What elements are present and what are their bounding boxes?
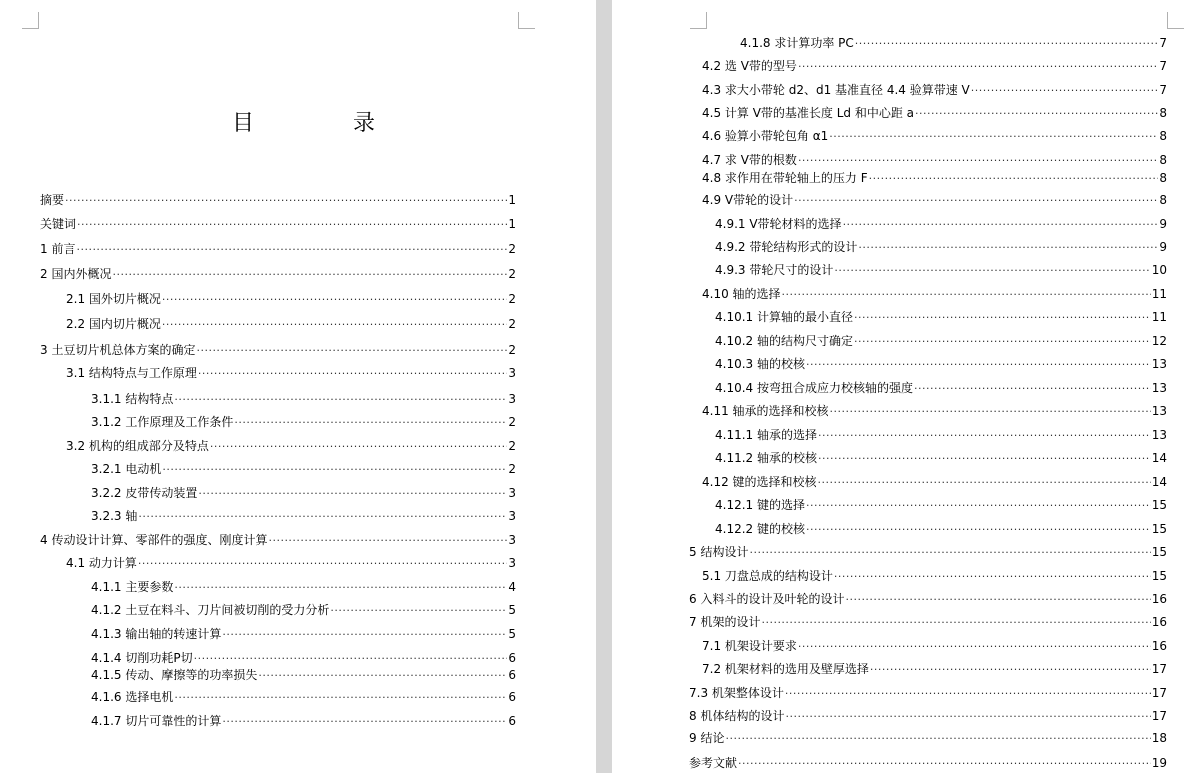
toc-entry-title: 4.10 轴的选择 bbox=[702, 287, 781, 301]
toc-entry-page-number: 3 bbox=[508, 392, 516, 406]
toc-entry-title: 4.10.4 按弯扭合成应力校核轴的强度 bbox=[715, 381, 913, 395]
toc-leader-dots bbox=[854, 334, 1151, 349]
toc-entry-page-number: 13 bbox=[1151, 381, 1167, 395]
toc-entry-title: 2.1 国外切片概况 bbox=[66, 292, 161, 306]
toc-entry-title: 5 结构设计 bbox=[689, 545, 749, 559]
toc-leader-dots bbox=[174, 392, 507, 407]
toc-entry-title: 9 结论 bbox=[689, 731, 725, 745]
toc-entry-page-number: 17 bbox=[1151, 709, 1167, 723]
toc-entry-title: 8 机体结构的设计 bbox=[689, 709, 785, 723]
toc-entry-page-number: 6 bbox=[508, 651, 516, 665]
toc-entry bbox=[689, 709, 1167, 723]
toc-entry bbox=[91, 462, 516, 476]
toc-entry-title: 4.9.1 V带轮材料的选择 bbox=[715, 217, 842, 231]
toc-entry bbox=[689, 756, 1167, 770]
toc-entry-title: 3.2.3 轴 bbox=[91, 509, 138, 523]
toc-entry-page-number: 1 bbox=[508, 193, 516, 207]
toc-entry-page-number: 18 bbox=[1151, 731, 1167, 745]
toc-leader-dots bbox=[914, 381, 1151, 396]
toc-entry-page-number: 8 bbox=[1159, 193, 1167, 207]
toc-entry-page-number: 17 bbox=[1151, 686, 1167, 700]
toc-entry-title: 摘要 bbox=[40, 193, 65, 207]
toc-entry-page-number: 8 bbox=[1159, 171, 1167, 185]
toc-leader-dots bbox=[761, 615, 1150, 630]
toc-entry bbox=[702, 404, 1167, 418]
toc-leader-dots bbox=[162, 317, 507, 332]
toc-leader-dots bbox=[854, 310, 1151, 325]
toc-entry-title: 6 入料斗的设计及叶轮的设计 bbox=[689, 592, 845, 606]
document-page-right bbox=[612, 0, 1189, 773]
toc-entry bbox=[715, 498, 1167, 512]
toc-entry-page-number: 15 bbox=[1151, 569, 1167, 583]
toc-leader-dots bbox=[222, 627, 507, 642]
toc-leader-dots bbox=[818, 475, 1151, 490]
toc-leader-dots bbox=[785, 686, 1151, 701]
toc-entry bbox=[91, 486, 516, 500]
toc-entry-title: 3.1.2 工作原理及工作条件 bbox=[91, 415, 234, 429]
toc-entry bbox=[689, 545, 1167, 559]
toc-entry-page-number: 14 bbox=[1151, 451, 1167, 465]
toc-entry-title: 4.1.1 主要参数 bbox=[91, 580, 174, 594]
toc-entry-title: 4.11 轴承的选择和校核 bbox=[702, 404, 829, 418]
toc-entry-title: 4.1.4 切削功耗P切 bbox=[91, 651, 193, 665]
toc-entry bbox=[715, 451, 1167, 465]
toc-entry-page-number: 5 bbox=[508, 627, 516, 641]
toc-leader-dots bbox=[222, 714, 507, 729]
toc-leader-dots bbox=[749, 545, 1150, 560]
toc-entry-page-number: 6 bbox=[508, 668, 516, 682]
toc-leader-dots bbox=[210, 439, 507, 454]
toc-entry-page-number: 3 bbox=[508, 533, 516, 547]
toc-entry-page-number: 8 bbox=[1159, 106, 1167, 120]
toc-leader-dots bbox=[268, 533, 507, 548]
toc-entry-title: 4.1.7 切片可靠性的计算 bbox=[91, 714, 222, 728]
toc-leader-dots bbox=[818, 428, 1151, 443]
toc-entry-page-number: 3 bbox=[508, 486, 516, 500]
toc-entry-title: 参考文献 bbox=[689, 756, 738, 770]
toc-entry bbox=[91, 714, 516, 728]
toc-leader-dots bbox=[806, 522, 1151, 537]
toc-entry-title: 4.1 动力计算 bbox=[66, 556, 137, 570]
toc-entry bbox=[91, 668, 516, 682]
toc-entry bbox=[40, 533, 516, 547]
toc-leader-dots bbox=[798, 639, 1151, 654]
toc-entry-page-number: 11 bbox=[1151, 287, 1167, 301]
toc-entry-title: 3.2.1 电动机 bbox=[91, 462, 162, 476]
toc-entry-page-number: 6 bbox=[508, 714, 516, 728]
toc-entry-page-number: 3 bbox=[508, 556, 516, 570]
toc-entry-page-number: 9 bbox=[1159, 240, 1167, 254]
page-gap bbox=[596, 0, 612, 773]
toc-leader-dots bbox=[138, 556, 507, 571]
toc-entry bbox=[40, 343, 516, 357]
toc-entry-page-number: 6 bbox=[508, 690, 516, 704]
toc-entry bbox=[715, 263, 1167, 277]
toc-entry-page-number: 13 bbox=[1151, 404, 1167, 418]
toc-entry-title: 4.1.6 选择电机 bbox=[91, 690, 174, 704]
toc-entry-title: 4.1.2 土豆在料斗、刀片间被切削的受力分析 bbox=[91, 603, 330, 617]
toc-entry-title: 4.11.1 轴承的选择 bbox=[715, 428, 817, 442]
toc-leader-dots bbox=[725, 731, 1150, 746]
toc-entry-page-number: 7 bbox=[1159, 83, 1167, 97]
toc-entry-title: 4.3 求大小带轮 d2、d1 基准直径 4.4 验算带速 V bbox=[702, 83, 970, 97]
toc-entry-page-number: 2 bbox=[508, 415, 516, 429]
toc-leader-dots bbox=[843, 217, 1159, 232]
toc-leader-dots bbox=[806, 498, 1151, 513]
toc-entry-title: 4.8 求作用在带轮轴上的压力 F bbox=[702, 171, 868, 185]
toc-entry-page-number: 17 bbox=[1151, 662, 1167, 676]
toc-entry bbox=[715, 381, 1167, 395]
toc-entry bbox=[91, 580, 516, 594]
toc-entry-title: 4.10.3 轴的校核 bbox=[715, 357, 805, 371]
toc-entry-page-number: 1 bbox=[508, 217, 516, 231]
toc-entry bbox=[66, 292, 516, 306]
toc-leader-dots bbox=[174, 690, 507, 705]
toc-entry bbox=[40, 242, 516, 256]
toc-entry bbox=[91, 392, 516, 406]
toc-entry-page-number: 4 bbox=[508, 580, 516, 594]
toc-entry bbox=[740, 36, 1167, 50]
toc-entry-title: 4.12.1 键的选择 bbox=[715, 498, 805, 512]
toc-entry bbox=[66, 439, 516, 453]
toc-entry-title: 4 传动设计计算、零部件的强度、刚度计算 bbox=[40, 533, 268, 547]
toc-title: 目 录 bbox=[232, 111, 421, 136]
toc-leader-dots bbox=[834, 569, 1151, 584]
toc-entry-page-number: 7 bbox=[1159, 59, 1167, 73]
toc-entry bbox=[702, 639, 1167, 653]
toc-entry bbox=[702, 153, 1167, 167]
toc-leader-dots bbox=[196, 343, 507, 358]
toc-entry-title: 3.1.1 结构特点 bbox=[91, 392, 174, 406]
toc-leader-dots bbox=[855, 36, 1159, 51]
toc-entry-page-number: 11 bbox=[1151, 310, 1167, 324]
toc-entry-title: 4.1.3 输出轴的转速计算 bbox=[91, 627, 222, 641]
toc-entry bbox=[715, 428, 1167, 442]
toc-leader-dots bbox=[858, 240, 1158, 255]
toc-leader-dots bbox=[258, 668, 507, 683]
toc-entry-title: 4.9.3 带轮尺寸的设计 bbox=[715, 263, 834, 277]
toc-entry-title: 关键词 bbox=[40, 217, 77, 231]
toc-entry-title: 3 土豆切片机总体方案的确定 bbox=[40, 343, 196, 357]
toc-entry bbox=[702, 129, 1167, 143]
toc-entry-title: 4.10.1 计算轴的最小直径 bbox=[715, 310, 853, 324]
toc-entry-page-number: 15 bbox=[1151, 545, 1167, 559]
toc-leader-dots bbox=[785, 709, 1150, 724]
toc-entry-title: 4.5 计算 V带的基准长度 Ld 和中心距 a bbox=[702, 106, 915, 120]
toc-entry-page-number: 2 bbox=[508, 317, 516, 331]
toc-entry bbox=[40, 267, 516, 281]
toc-leader-dots bbox=[76, 242, 507, 257]
toc-entry-page-number: 19 bbox=[1151, 756, 1167, 770]
toc-leader-dots bbox=[798, 153, 1158, 168]
toc-entry-page-number: 10 bbox=[1151, 263, 1167, 277]
toc-leader-dots bbox=[198, 366, 507, 381]
toc-entry-page-number: 16 bbox=[1151, 639, 1167, 653]
toc-entry-title: 4.1.5 传动、摩擦等的功率损失 bbox=[91, 668, 258, 682]
toc-entry-title: 4.2 选 V带的型号 bbox=[702, 59, 797, 73]
toc-entry bbox=[715, 217, 1167, 231]
toc-entry-page-number: 16 bbox=[1151, 592, 1167, 606]
toc-leader-dots bbox=[870, 662, 1151, 677]
toc-leader-dots bbox=[971, 83, 1159, 98]
toc-entry-page-number: 3 bbox=[508, 366, 516, 380]
toc-entry bbox=[66, 366, 516, 380]
toc-entry-title: 5.1 刀盘总成的结构设计 bbox=[702, 569, 833, 583]
toc-entry bbox=[91, 627, 516, 641]
toc-leader-dots bbox=[174, 580, 507, 595]
toc-entry-page-number: 14 bbox=[1151, 475, 1167, 489]
toc-leader-dots bbox=[77, 217, 507, 232]
toc-entry bbox=[689, 686, 1167, 700]
toc-entry-title: 4.12.2 键的校核 bbox=[715, 522, 805, 536]
toc-leader-dots bbox=[330, 603, 507, 618]
toc-leader-dots bbox=[782, 287, 1151, 302]
toc-entry-page-number: 13 bbox=[1151, 428, 1167, 442]
toc-leader-dots bbox=[845, 592, 1150, 607]
toc-entry bbox=[91, 603, 516, 617]
toc-leader-dots bbox=[65, 193, 507, 208]
toc-leader-dots bbox=[818, 451, 1151, 466]
toc-entry bbox=[689, 615, 1167, 629]
toc-entry-title: 4.12 键的选择和校核 bbox=[702, 475, 817, 489]
toc-entry bbox=[40, 217, 516, 231]
toc-entry-page-number: 16 bbox=[1151, 615, 1167, 629]
toc-entry-title: 7 机架的设计 bbox=[689, 615, 761, 629]
toc-entry-page-number: 12 bbox=[1151, 334, 1167, 348]
toc-leader-dots bbox=[915, 106, 1158, 121]
toc-leader-dots bbox=[112, 267, 507, 282]
toc-leader-dots bbox=[162, 462, 507, 477]
toc-entry-title: 7.1 机架设计要求 bbox=[702, 639, 797, 653]
toc-entry-title: 4.9 V带轮的设计 bbox=[702, 193, 794, 207]
toc-entry-title: 4.1.8 求计算功率 PC bbox=[740, 36, 854, 50]
toc-leader-dots bbox=[198, 486, 507, 501]
toc-entry-title: 4.10.2 轴的结构尺寸确定 bbox=[715, 334, 853, 348]
toc-entry bbox=[702, 171, 1167, 185]
toc-entry-page-number: 2 bbox=[508, 439, 516, 453]
toc-entry bbox=[702, 83, 1167, 97]
toc-entry-title: 7.2 机架材料的选用及壁厚选择 bbox=[702, 662, 869, 676]
toc-entry-title: 4.9.2 带轮结构形式的设计 bbox=[715, 240, 858, 254]
page-corner-mark bbox=[22, 12, 39, 29]
toc-entry-title: 1 前言 bbox=[40, 242, 76, 256]
toc-entry-title: 4.11.2 轴承的校核 bbox=[715, 451, 817, 465]
toc-entry bbox=[91, 509, 516, 523]
toc-entry bbox=[66, 556, 516, 570]
toc-entry-page-number: 8 bbox=[1159, 153, 1167, 167]
toc-entry bbox=[66, 317, 516, 331]
toc-entry bbox=[715, 334, 1167, 348]
toc-leader-dots bbox=[829, 129, 1158, 144]
page-corner-mark bbox=[518, 12, 535, 29]
toc-entry-page-number: 2 bbox=[508, 292, 516, 306]
toc-entry bbox=[702, 475, 1167, 489]
toc-entry-title: 2.2 国内切片概况 bbox=[66, 317, 161, 331]
toc-entry-title: 4.6 验算小带轮包角 α1 bbox=[702, 129, 829, 143]
toc-entry bbox=[702, 569, 1167, 583]
toc-leader-dots bbox=[794, 193, 1158, 208]
toc-entry-page-number: 2 bbox=[508, 267, 516, 281]
toc-leader-dots bbox=[834, 263, 1150, 278]
toc-entry bbox=[689, 731, 1167, 745]
toc-leader-dots bbox=[869, 171, 1159, 186]
toc-entry-title: 4.7 求 V带的根数 bbox=[702, 153, 797, 167]
toc-entry-page-number: 5 bbox=[508, 603, 516, 617]
page-corner-mark bbox=[1167, 12, 1184, 29]
toc-entry-page-number: 2 bbox=[508, 242, 516, 256]
toc-entry bbox=[689, 592, 1167, 606]
toc-entry-title: 7.3 机架整体设计 bbox=[689, 686, 784, 700]
toc-entry-page-number: 2 bbox=[508, 462, 516, 476]
toc-leader-dots bbox=[738, 756, 1151, 771]
toc-leader-dots bbox=[830, 404, 1151, 419]
toc-leader-dots bbox=[194, 651, 508, 666]
toc-leader-dots bbox=[798, 59, 1158, 74]
toc-entry bbox=[715, 522, 1167, 536]
toc-entry bbox=[702, 59, 1167, 73]
toc-leader-dots bbox=[234, 415, 507, 430]
toc-entry-page-number: 2 bbox=[508, 343, 516, 357]
toc-entry bbox=[702, 287, 1167, 301]
toc-entry-title: 3.2 机构的组成部分及特点 bbox=[66, 439, 209, 453]
toc-entry-page-number: 15 bbox=[1151, 522, 1167, 536]
toc-leader-dots bbox=[162, 292, 507, 307]
toc-leader-dots bbox=[138, 509, 507, 524]
toc-entry bbox=[702, 662, 1167, 676]
toc-entry-page-number: 7 bbox=[1159, 36, 1167, 50]
toc-entry bbox=[91, 415, 516, 429]
toc-entry-title: 3.1 结构特点与工作原理 bbox=[66, 366, 197, 380]
toc-entry-page-number: 3 bbox=[508, 509, 516, 523]
toc-entry-title: 3.2.2 皮带传动装置 bbox=[91, 486, 198, 500]
toc-entry bbox=[715, 357, 1167, 371]
toc-entry bbox=[91, 690, 516, 704]
toc-entry bbox=[702, 193, 1167, 207]
toc-entry bbox=[715, 310, 1167, 324]
toc-entry-page-number: 8 bbox=[1159, 129, 1167, 143]
toc-entry bbox=[91, 651, 516, 665]
toc-entry bbox=[715, 240, 1167, 254]
toc-entry bbox=[702, 106, 1167, 120]
toc-entry-page-number: 15 bbox=[1151, 498, 1167, 512]
toc-leader-dots bbox=[806, 357, 1151, 372]
toc-entry-page-number: 13 bbox=[1151, 357, 1167, 371]
toc-entry-page-number: 9 bbox=[1159, 217, 1167, 231]
toc-entry-title: 2 国内外概况 bbox=[40, 267, 112, 281]
toc-entry bbox=[40, 193, 516, 207]
page-corner-mark bbox=[690, 12, 707, 29]
